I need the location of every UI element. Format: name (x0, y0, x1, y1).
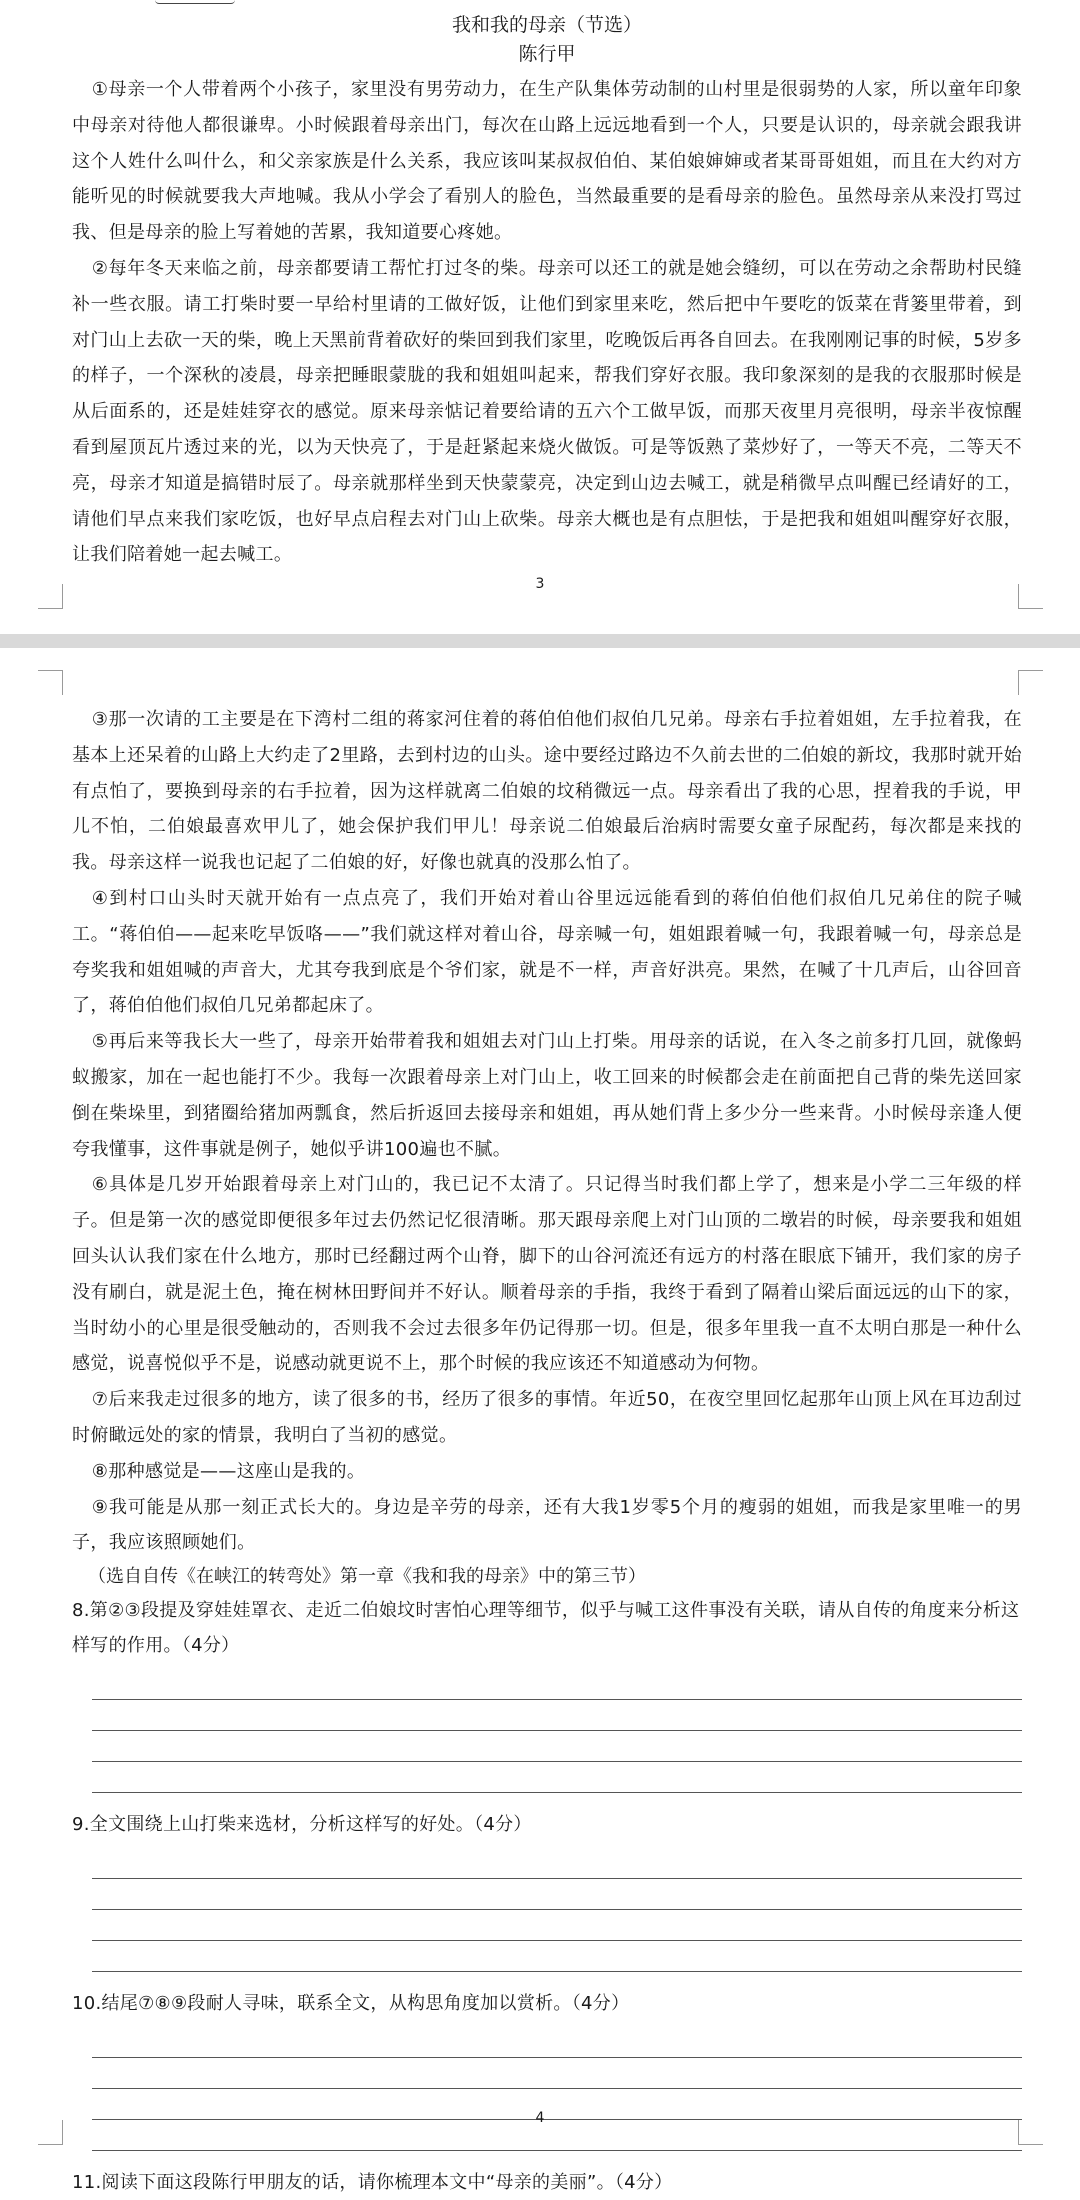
paragraph-4: ④到村口山头时天就开始有一点点亮了，我们开始对着山谷里远远能看到的蒋伯伯他们叔伯几兄弟住的院子喊工。“蒋伯伯——起来吃早饭咯——”我们就这样对着山谷，母亲喊一句，姐姐跟着喊一句，我跟着喊一句，母亲总是夸奖我和姐姐喊的声音大，尤其夸我到底是个爷们家，就是不一样，声音好洪亮。果然，在喊了十几声后，山谷回音了，蒋伯伯他们叔伯几兄弟都起床了。 (72, 887, 1022, 1017)
source-note: （选自自传《在峡江的转弯处》第一章《我和我的母亲》中的第三节） (88, 1566, 646, 1588)
answer-line[interactable] (92, 2058, 1022, 2089)
answer-area-9[interactable] (92, 1848, 1022, 1972)
page-4 (0, 648, 1080, 2194)
question-9: 9.全文围绕上山打柴来选材，分析这样写的好处。（4分） (72, 1814, 532, 1836)
article-author: 陈行甲 (518, 43, 576, 65)
answer-line[interactable] (92, 2027, 1022, 2058)
question-8: 8.第②③段提及穿娃娃罩衣、走近二伯娘坟时害怕心理等细节，似乎与喊工这件事没有关联，请从自传的角度来分析这样写的作用。（4分） (72, 1600, 1020, 1657)
paragraph-7: ⑦后来我走过很多的地方，读了很多的书，经历了很多的事情。年近50，在夜空里回忆起那年山顶上风在耳边刮过时俯瞰远处的家的情景，我明白了当初的感觉。 (72, 1389, 1022, 1446)
page-number: 4 (535, 2110, 545, 2126)
answer-line[interactable] (92, 1700, 1022, 1731)
answer-area-10[interactable] (92, 2027, 1022, 2151)
page-number: 3 (535, 576, 545, 592)
answer-line[interactable] (92, 1848, 1022, 1879)
page-separator (0, 634, 1080, 648)
paragraph-3: ③那一次请的工主要是在下湾村二组的蒋家河住着的蒋伯伯他们叔伯几兄弟。母亲右手拉着姐姐，左手拉着我，在基本上还呆着的山路上大约走了2里路，去到村边的山头。途中要经过路边不久前去世的二伯娘的新坟，我那时就开始有点怕了，要换到母亲的右手拉着，因为这样就离二伯娘的坟稍微远一点。母亲看出了我的心思，捏着我的手说，甲儿不怕，二伯娘最喜欢甲儿了，她会保护我们甲儿！母亲说二伯娘最后治病时需要女童子尿配药，每次都是来找的我。母亲这样一说我也记起了二伯娘的好，好像也就真的没那么怕了。 (72, 709, 1022, 874)
crop-mark-bottom-left (38, 584, 63, 609)
paragraph-2: ②每年冬天来临之前，母亲都要请工帮忙打过冬的柴。母亲可以还工的就是她会缝纫，可以在劳动之余帮助村民缝补一些衣服。请工打柴时要一早给村里请的工做好饭，让他们到家里来吃，然后把中午要吃的饭菜在背篓里带着，到对门山上去砍一天的柴，晚上天黑前背着砍好的柴回到我们家里，吃晚饭后再各自回去。在我刚刚记事的时候，5岁多的样子，一个深秋的凌晨，母亲把睡眼蒙胧的我和姐姐叫起来，帮我们穿好衣服。我印象深刻的是我的衣服那时候是从后面系的，还是娃娃穿衣的感觉。原来母亲惦记着要给请的五六个工做早饭，而那天夜里月亮很明，母亲半夜惊醒看到屋顶瓦片透过来的光，以为天快亮了，于是赶紧起来烧火做饭。可是等饭熟了菜炒好了，一等天不亮，二等天不亮，母亲才知道是搞错时辰了。母亲就那样坐到天快蒙蒙亮，决定到山边去喊工，就是稍微早点叫醒已经请好的工，请他们早点来我们家吃饭，也好早点启程去对门山上砍柴。母亲大概也是有点胆怯，于是把我和姐姐叫醒穿好衣服，让我们陪着她一起去喊工。 (72, 257, 1022, 566)
crop-mark-bottom-left (38, 2120, 63, 2145)
crop-mark-bottom-right (1018, 584, 1043, 609)
article-title: 我和我的母亲（节选） (451, 14, 642, 36)
answer-line[interactable] (92, 1669, 1022, 1700)
paragraph-9: ⑨我可能是从那一刻正式长大的。身边是辛劳的母亲，还有大我1岁零5个月的瘦弱的姐姐，而我是家里唯一的男子，我应该照顾她们。 (72, 1496, 1022, 1554)
crop-mark-top-left (38, 670, 63, 695)
answer-line[interactable] (92, 1910, 1022, 1941)
crop-mark-top-right (1018, 670, 1043, 695)
answer-line[interactable] (92, 1731, 1022, 1762)
question-11: 11.阅读下面这段陈行甲朋友的话，请你梳理本文中“母亲的美丽”。（4分） (72, 2172, 673, 2194)
answer-line[interactable] (92, 1941, 1022, 1972)
paragraph-8: ⑧那种感觉是——这座山是我的。 (91, 1460, 366, 1482)
answer-line[interactable] (92, 1879, 1022, 1910)
paragraph-5: ⑤再后来等我长大一些了，母亲开始带着我和姐姐去对门山上打柴。用母亲的话说，在入冬之前多打几回，就像蚂蚁搬家，加在一起也能打不少。我每一次跟着母亲上对门山上，收工回来的时候都会走在前面把自己背的柴先送回家倒在柴垛里，到猪圈给猪加两瓢食，然后折返回去接母亲和姐姐，再从她们背上多少分一些来背。小时候母亲逢人便夸我懂事，这件事就是例子，她似乎讲100遍也不腻。 (72, 1031, 1022, 1160)
cut-off-text-fragment (155, 0, 235, 4)
paragraph-1: ①母亲一个人带着两个小孩子，家里没有男劳动力，在生产队集体劳动制的山村里是很弱势的人家，所以童年印象中母亲对待他人都很谦卑。小时候跟着母亲出门，每次在山路上远远地看到一个人，只要是认识的，母亲就会跟我讲这个人姓什么叫什么，和父亲家族是什么关系，我应该叫某叔叔伯伯、某伯娘婶婶或者某哥哥姐姐，而且在大约对方能听见的时候就要我大声地喊。我从小学会了看别人的脸色，当然最重要的是看母亲的脸色。虽然母亲从来没打骂过我、但是母亲的脸上写着她的苦累，我知道要心疼她。 (72, 79, 1022, 244)
question-10: 10.结尾⑦⑧⑨段耐人寻味，联系全文，从构思角度加以赏析。（4分） (72, 1993, 630, 2015)
crop-mark-bottom-right (1018, 2120, 1043, 2145)
answer-line[interactable] (92, 1762, 1022, 1793)
paragraph-6: ⑥具体是几岁开始跟着母亲上对门山的，我已记不太清了。只记得当时我们都上学了，想来是小学二三年级的样子。但是第一次的感觉即便很多年过去仍然记忆很清晰。那天跟母亲爬上对门山顶的二墩岩的时候，母亲要我和姐姐回头认认我们家在什么地方，那时已经翻过两个山脊，脚下的山谷河流还有远方的村落在眼底下铺开，我们家的房子没有刷白，就是泥土色，掩在树林田野间并不好认。顺着母亲的手指，我终于看到了隔着山梁后面远远的山下的家，当时幼小的心里是很受触动的，否则我不会过去很多年仍记得那一切。但是，很多年里我一直不太明白那是一种什么感觉，说喜悦似乎不是，说感动就更说不上，那个时候的我应该还不知道感动为何物。 (72, 1174, 1022, 1375)
answer-area-8[interactable] (92, 1669, 1022, 1793)
page-4-content (72, 702, 1022, 2200)
page-3-content (72, 10, 1022, 573)
page-3 (0, 0, 1080, 634)
